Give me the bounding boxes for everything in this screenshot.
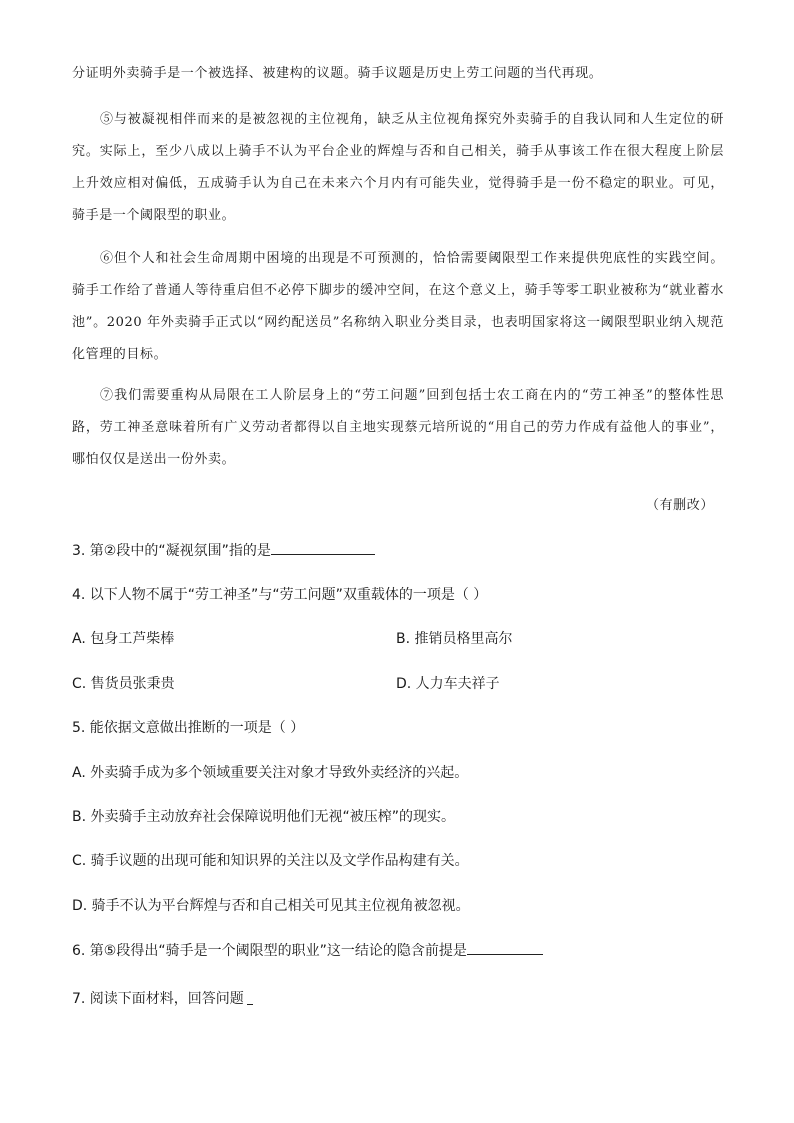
answer-blank[interactable] — [271, 541, 375, 555]
question-4-option-d: D. 人力车夫祥子 — [396, 676, 500, 692]
passage-paragraph-5: ⑤与被凝视相伴而来的是被忽视的主位视角，缺乏从主位视角探究外卖骑手的自我认同和人生定位的研究。实际上，至少八成以上骑手不认为平台企业的辉煌与否和自己相关，骑手从事该工作在很大程度上阶层上升效应相对偏低，五成骑手认为自己在未来六个月内有可能失业，觉得骑手是一份不稳定的职业。可见，骑手是一个阈限型的职业。 — [72, 112, 724, 223]
question-5-option-b: B. 外卖骑手主动放弃社会保障说明他们无视“被压榨”的现实。 — [72, 809, 456, 825]
question-5: 5. 能依据文意做出推断的一项是（ ） — [72, 720, 305, 736]
question-6-text: 6. 第⑤段得出“骑手是一个阈限型的职业”这一结论的隐含前提是 — [72, 943, 467, 959]
question-4-option-b: B. 推销员格里高尔 — [396, 631, 513, 647]
question-7-text: 7. 阅读下面材料，回答问题 — [72, 991, 244, 1007]
answer-mark — [247, 1004, 253, 1005]
passage-paragraph-7: ⑦我们需要重构从局限在工人阶层身上的“劳工问题”回到包括士农工商在内的“劳工神圣”的整体性思路，劳工神圣意味着所有广义劳动者都得以自主地实现蔡元培所说的“用自己的劳力作成有益他人的事业”，哪怕仅仅是送出一份外卖。 — [72, 388, 724, 467]
question-3-text: 3. 第②段中的“凝视氛围”指的是 — [72, 543, 271, 559]
question-4-option-c: C. 售货员张秉贵 — [72, 676, 175, 692]
passage-paragraph-6: ⑥但个人和社会生命周期中困境的出现是不可预测的，恰恰需要阈限型工作来提供兜底性的实践空间。骑手工作给了普通人等待重启但不必停下脚步的缓冲空间，在这个意义上，骑手等零工职业被称为“就业蓄水池”。2020 年外卖骑手正式以“网约配送员”名称纳入职业分类目录，也表明国家将这一阈限型职业纳入规范化管理的目标。 — [72, 251, 724, 362]
question-4: 4. 以下人物不属于“劳工神圣”与“劳工问题”双重载体的一项是（ ） — [72, 587, 488, 603]
source-note: （有删改） — [645, 498, 714, 513]
question-7 — [72, 988, 253, 1008]
answer-blank[interactable] — [467, 941, 543, 955]
question-5-option-c: C. 骑手议题的出现可能和知识界的关注以及文学作品构建有关。 — [72, 853, 469, 869]
question-6 — [72, 940, 543, 960]
question-4-option-a: A. 包身工芦柴棒 — [72, 631, 175, 647]
question-3 — [72, 540, 375, 560]
passage-continuation: 分证明外卖骑手是一个被选择、被建构的议题。骑手议题是历史上劳工问题的当代再现。 — [72, 66, 603, 81]
question-5-option-d: D. 骑手不认为平台辉煌与否和自己相关可见其主位视角被忽视。 — [72, 898, 470, 914]
question-5-option-a: A. 外卖骑手成为多个领域重要关注对象才导致外卖经济的兴起。 — [72, 765, 469, 781]
